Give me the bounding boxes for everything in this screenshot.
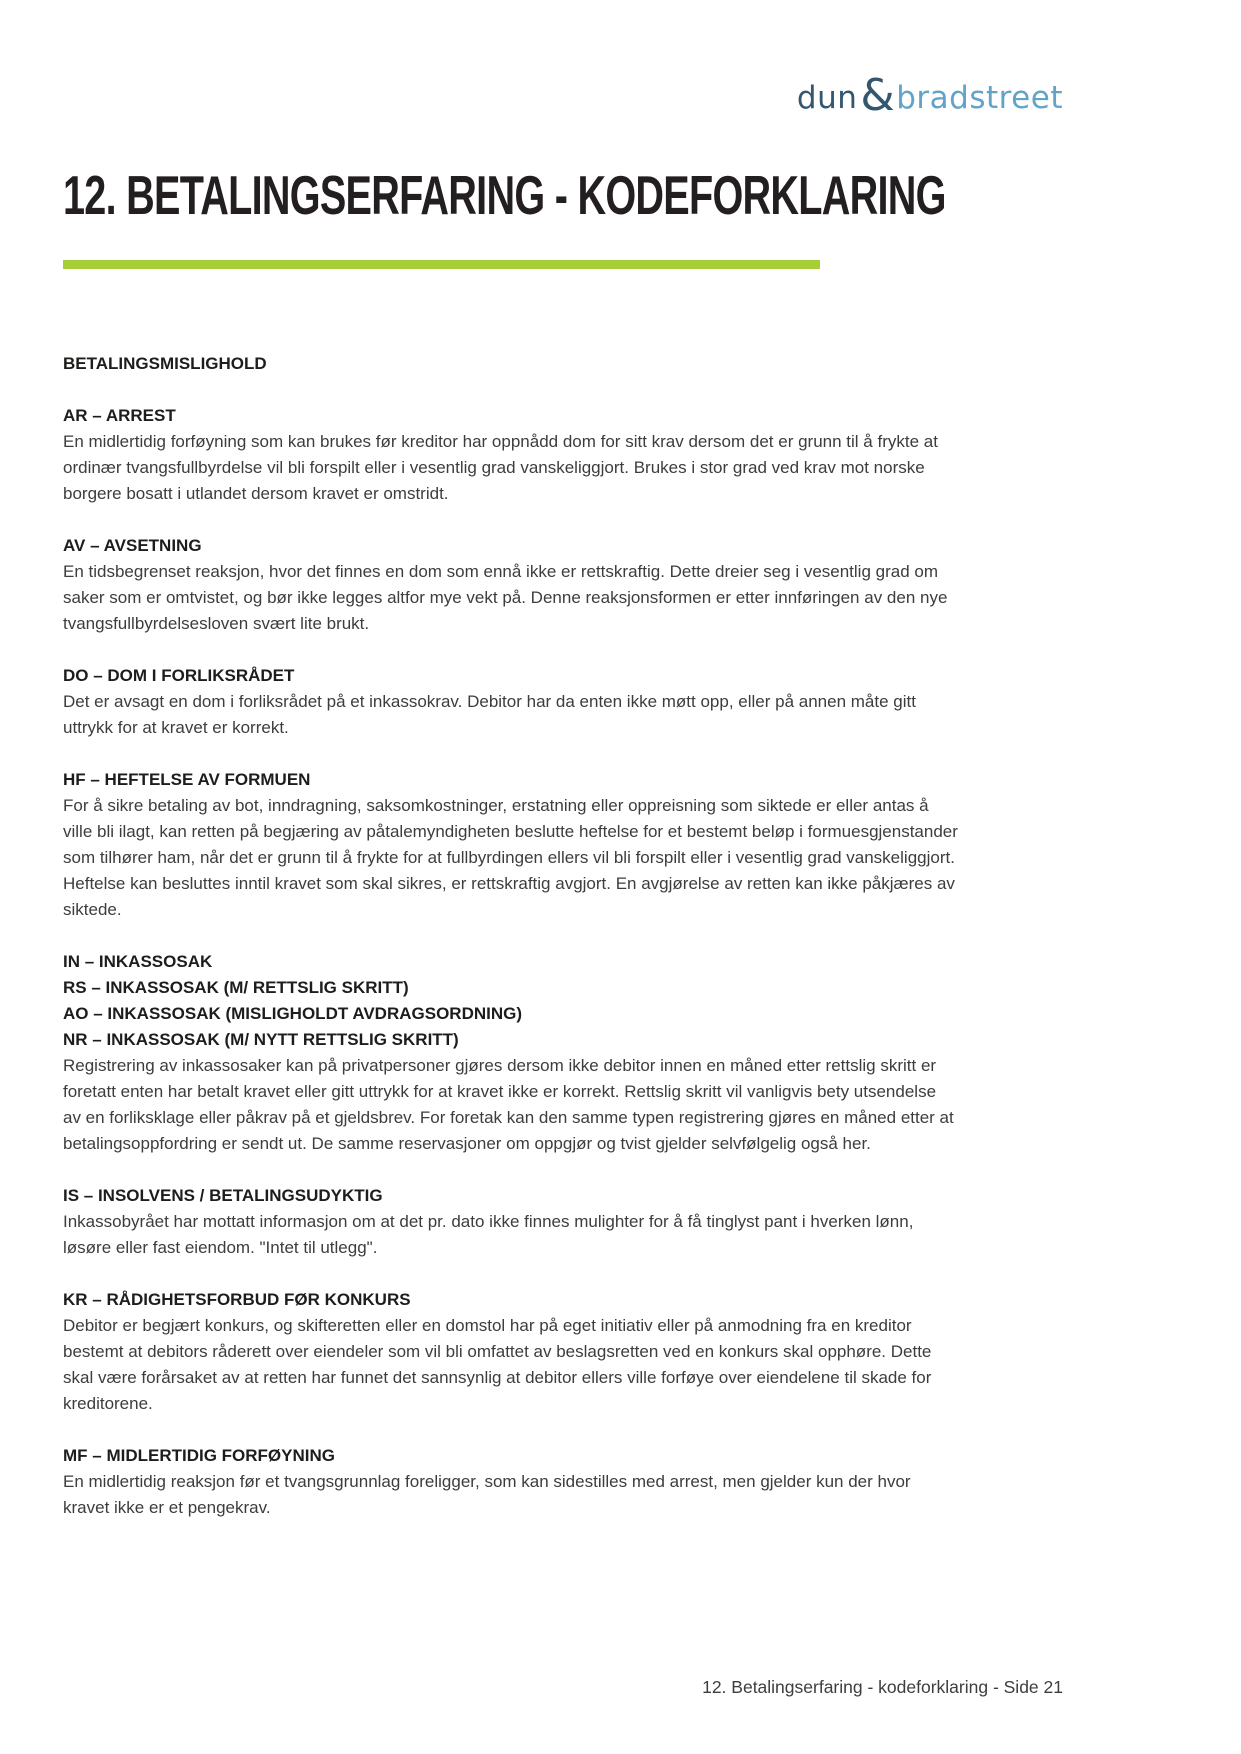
title-block: [0, 0, 1241, 269]
section-body-hf: For å sikre betaling av bot, inndragning, saksomkostninger, erstatning eller oppreisning som siktede er eller antas å ville bli ilagt, kan retten på begjæring av påtalemyndigheten beslutte heftelse for et bestemt beløp i formuesgjenstander som tilhører ham, når det er grunn til å frykte for at fullbyrdingen ellers vil bli forspilt eller i vesentlig grad vanskeliggjort. Heftelse kan besluttes inntil kravet som skal sikres, er rettskraftig avgjort. En avgjørelse av retten kan ikke påkjæres av siktede.: [63, 796, 958, 919]
section-do-dom-i-forliksradet: [63, 663, 958, 741]
page-title: 12. BETALINGSERFARING - KODEFORKLARING: [63, 164, 946, 226]
section-heading-rs: RS – INKASSOSAK (M/ RETTSLIG SKRITT): [63, 978, 409, 997]
section-inkassosak-group: [63, 949, 958, 1157]
section-heading-ar: AR – ARREST: [63, 406, 176, 425]
section-body-do: Det er avsagt en dom i forliksrådet på et inkassokrav. Debitor har da enten ikke møtt opp, eller på annen måte gitt uttrykk for at kravet er korrekt.: [63, 692, 916, 737]
section-heading-nr: NR – INKASSOSAK (M/ NYTT RETTSLIG SKRITT): [63, 1030, 459, 1049]
logo-text-bradstreet: bradstreet: [896, 80, 1063, 116]
dun-and-bradstreet-logo: [796, 70, 1063, 121]
section-heading-is: IS – INSOLVENS / BETALINGSUDYKTIG: [63, 1186, 383, 1205]
section-body-is: Inkassobyrået har mottatt informasjon om at det pr. dato ikke finnes mulighter for å få tinglyst pant i hverken lønn, løsøre eller fast eiendom. "Intet til utlegg".: [63, 1212, 914, 1257]
section-ar-arrest: [63, 403, 958, 507]
section-heading-kr: KR – RÅDIGHETSFORBUD FØR KONKURS: [63, 1290, 411, 1309]
section-mf-midlertidig-forfoyning: [63, 1443, 958, 1521]
section-heading-in: IN – INKASSOSAK: [63, 952, 213, 971]
section-heading-do: DO – DOM I FORLIKSRÅDET: [63, 666, 295, 685]
logo-text-dun: dun: [796, 80, 858, 116]
section-body-kr: Debitor er begjært konkurs, og skifteretten eller en domstol har på eget initiativ eller på anmodning fra en kreditor bestemt at debitors råderett over eiendeler som vil bli omfattet av beslagsretten ved en konkurs skal opphøre. Dette skal være forårsaket av at retten har funnet det sannsynlig at debitor ellers ville forføye over eiendelene til skade for kreditorene.: [63, 1316, 932, 1413]
section-kr-radighetsforbud: [63, 1287, 958, 1417]
document-body: [63, 351, 958, 1521]
section-heading-hf: HF – HEFTELSE AV FORMUEN: [63, 770, 311, 789]
section-body-av: En tidsbegrenset reaksjon, hvor det finnes en dom som ennå ikke er rettskraftig. Dette dreier seg i vesentlig grad om saker som er omtvistet, og bør ikke legges altfor mye vekt på. Denne reaksjonsformen er etter innføringen av den nye tvangsfullbyrdelsesloven svært lite brukt.: [63, 562, 948, 633]
section-is-insolvens: [63, 1183, 958, 1261]
section-heading-ao: AO – INKASSOSAK (MISLIGHOLDT AVDRAGSORDNING): [63, 1004, 523, 1023]
heading-betalingsmislighold: BETALINGSMISLIGHOLD: [63, 354, 267, 373]
section-body-inkassosak: Registrering av inkassosaker kan på privatpersoner gjøres dersom ikke debitor innen en måned etter rettslig skritt er foretatt enten har betalt kravet eller gitt uttrykk for at kravet ikke er korrekt. Rettslig skritt vil vanligvis bety utsendelse av en forliksklage eller påkrav på et gjeldsbrev. For foretak kan den samme typen registrering gjøres en måned etter at betalingsoppfordring er sendt ut. De samme reservasjoner om oppgjør og tvist gjelder selvfølgelig også her.: [63, 1056, 954, 1153]
section-heading-mf: MF – MIDLERTIDIG FORFØYNING: [63, 1446, 335, 1465]
page-footer: 12. Betalingserfaring - kodeforklaring - Side 21: [702, 1677, 1063, 1697]
title-underline-rule: [63, 260, 820, 269]
section-av-avsetning: [63, 533, 958, 637]
section-heading-av: AV – AVSETNING: [63, 536, 202, 555]
section-hf-heftelse-av-formuen: [63, 767, 958, 923]
section-body-ar: En midlertidig forføyning som kan brukes før kreditor har oppnådd dom for sitt krav dersom det er grunn til å frykte at ordinær tvangsfullbyrdelse vil bli forspilt eller i vesentlig grad vanskeliggjort. Brukes i stor grad ved krav mot norske borgere bosatt i utlandet dersom kravet er omstridt.: [63, 432, 938, 503]
section-body-mf: En midlertidig reaksjon før et tvangsgrunnlag foreligger, som kan sidestilles med arrest, men gjelder kun der hvor kravet ikke er et pengekrav.: [63, 1472, 911, 1517]
logo-ampersand-icon: &: [860, 70, 896, 121]
